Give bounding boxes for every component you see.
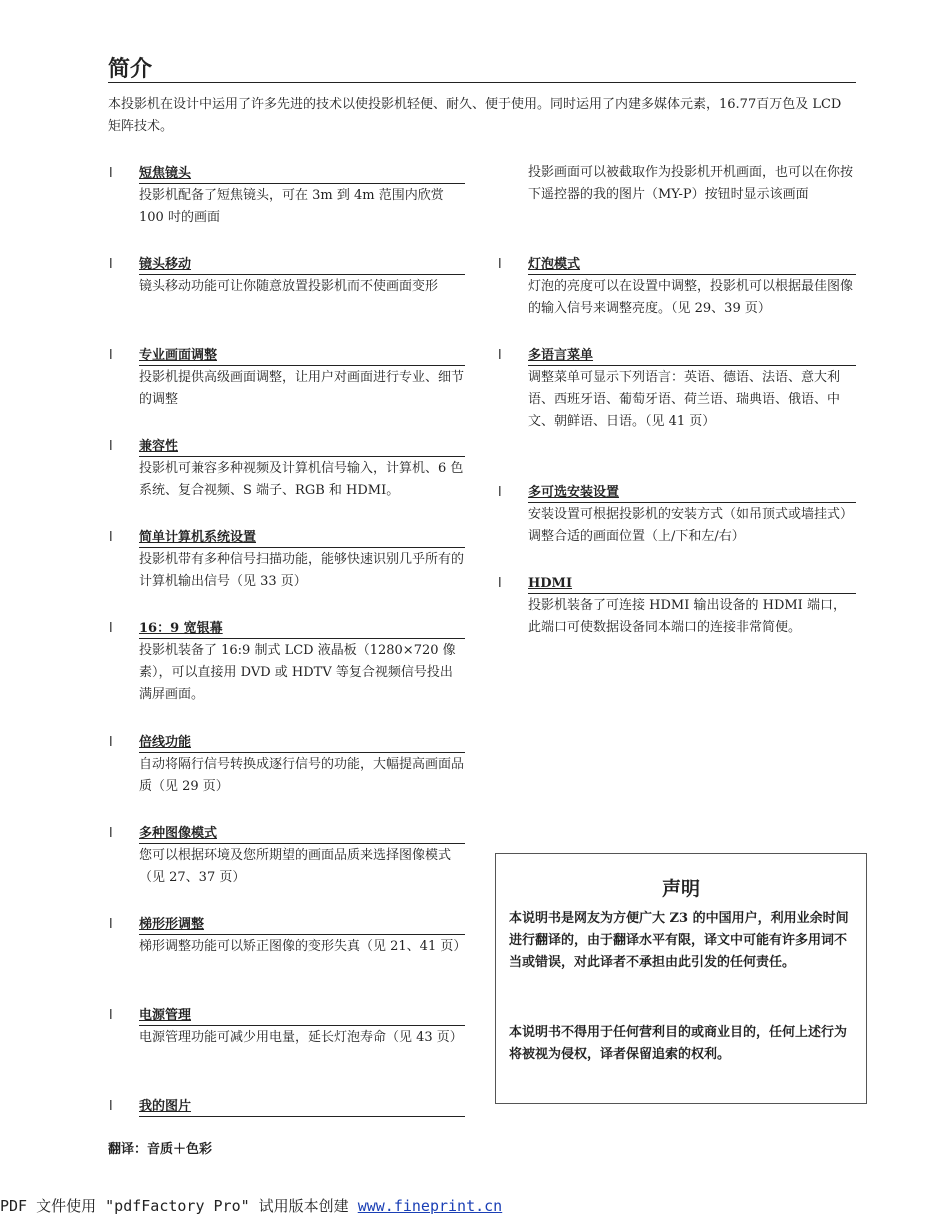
feature-lens-shift — [109, 255, 465, 298]
bullet-icon: l — [109, 1099, 113, 1114]
pdf-footer — [0, 1195, 502, 1216]
feature-body: 投影机装备了可连接 HDMI 输出设备的 HDMI 端口，此端口可使数据设备同本端口的连接非常简便。 — [528, 598, 846, 635]
feature-title: 16：9 宽银幕 — [139, 619, 465, 639]
feature-title: 梯形形调整 — [139, 915, 465, 935]
my-picture-continued: 投影画面可以被截取作为投影机开机画面，也可以在你按下遥控器的我的图片（MY-P）按钮时显示该画面 — [528, 165, 854, 202]
footer-text: PDF 文件使用 "pdfFactory Pro" 试用版本创建 — [0, 1197, 358, 1215]
bullet-icon: l — [109, 166, 113, 181]
feature-short-throw-lens — [109, 164, 465, 229]
feature-body: 镜头移动功能可让你随意放置投影机而不使画面变形 — [139, 279, 439, 294]
feature-body: 投影机装备了 16:9 制式 LCD 液晶板（1280×720 像素），可以直接用 DVD 或 HDTV 等复合视频信号投出满屏画面。 — [139, 643, 456, 702]
feature-hdmi — [498, 574, 856, 639]
feature-title: 灯泡模式 — [528, 255, 856, 275]
bullet-icon: l — [498, 485, 502, 500]
feature-title: 短焦镜头 — [139, 164, 465, 184]
bullet-icon: l — [109, 1008, 113, 1023]
feature-body: 投影机带有多种信号扫描功能，能够快速识别几乎所有的计算机输出信号（见 33 页） — [139, 552, 465, 589]
bullet-icon: l — [109, 621, 113, 636]
feature-body: 安装设置可根据投影机的安装方式（如吊顶式或墙挂式）调整合适的画面位置（上/下和左/右） — [528, 507, 854, 544]
bullet-icon: l — [109, 735, 113, 750]
feature-body: 调整菜单可显示下列语言：英语、德语、法语、意大利语、西班牙语、葡萄牙语、荷兰语、瑞典语、俄语、中文、朝鲜语、日语。（见 41 页） — [528, 370, 841, 429]
feature-compatibility — [109, 437, 465, 502]
feature-line-doubler — [109, 733, 465, 798]
feature-body: 电源管理功能可减少用电量，延长灯泡寿命（见 43 页） — [139, 1030, 463, 1045]
feature-widescreen — [109, 619, 465, 706]
bullet-icon: l — [109, 348, 113, 363]
bullet-icon: l — [109, 257, 113, 272]
feature-title: 多语言菜单 — [528, 346, 856, 366]
feature-body: 您可以根据环境及您所期望的画面品质来选择图像模式（见 27、37 页） — [139, 848, 452, 885]
bullet-icon: l — [109, 439, 113, 454]
feature-title: 电源管理 — [139, 1006, 465, 1026]
feature-body: 梯形调整功能可以矫正图像的变形失真（见 21、41 页） — [139, 939, 467, 954]
feature-picture-modes — [109, 824, 465, 889]
feature-title: 倍线功能 — [139, 733, 465, 753]
feature-keystone — [109, 915, 467, 958]
feature-title: 多可选安装设置 — [528, 483, 856, 503]
feature-title: 我的图片 — [139, 1097, 465, 1117]
footer-link[interactable]: www.fineprint.cn — [357, 1197, 503, 1215]
bullet-icon: l — [498, 257, 502, 272]
feature-title: 镜头移动 — [139, 255, 465, 275]
translator-credit: 翻译：音质＋色彩 — [108, 1142, 213, 1157]
feature-title: 专业画面调整 — [139, 346, 465, 366]
feature-body: 投影机提供高级画面调整，让用户对画面进行专业、细节的调整 — [139, 370, 465, 407]
feature-body: 自动将隔行信号转换成逐行信号的功能，大幅提高画面品质（见 29 页） — [139, 757, 465, 794]
bullet-icon: l — [498, 576, 502, 591]
feature-title: HDMI — [528, 574, 856, 594]
feature-title: 简单计算机系统设置 — [139, 528, 465, 548]
feature-power-management — [109, 1006, 465, 1049]
bullet-icon: l — [109, 530, 113, 545]
bullet-icon: l — [498, 348, 502, 363]
bullet-icon: l — [109, 917, 113, 932]
feature-title: 兼容性 — [139, 437, 465, 457]
notice-box — [495, 853, 867, 1104]
feature-installation — [498, 483, 856, 548]
notice-title: 声明 — [661, 878, 700, 900]
feature-my-picture — [109, 1097, 465, 1117]
feature-title: 多种图像模式 — [139, 824, 465, 844]
feature-body: 投影机配备了短焦镜头，可在 3m 到 4m 范围内欣赏 100 吋的画面 — [139, 188, 444, 225]
page-title: 简介 — [108, 56, 856, 83]
feature-lamp-mode — [498, 255, 856, 320]
bullet-icon: l — [109, 826, 113, 841]
feature-body: 投影机可兼容多种视频及计算机信号输入，计算机、6 色系统、复合视频、S 端子、RGB 和 HDMI。 — [139, 461, 464, 498]
feature-computer-setup — [109, 528, 465, 593]
feature-multilingual-menu — [498, 346, 856, 433]
notice-paragraph-1: 本说明书是网友为方便广大 Z3 的中国用户，利用业余时间进行翻译的，由于翻译水平有限，译文中可能有许多用词不当或错误，对此译者不承担由此引发的任何责任。 — [509, 911, 849, 970]
feature-pro-picture-adjust — [109, 346, 465, 411]
notice-paragraph-2: 本说明书不得用于任何营利目的或商业目的，任何上述行为将被视为侵权，译者保留追索的权利。 — [509, 1025, 848, 1062]
intro-paragraph: 本投影机在设计中运用了许多先进的技术以使投影机轻便、耐久、便于使用。同时运用了内建多媒体元素，16.77百万色及 LCD 矩阵技术。 — [108, 97, 842, 134]
feature-body: 灯泡的亮度可以在设置中调整，投影机可以根据最佳图像的输入信号来调整亮度。（见 29、39 页） — [528, 279, 854, 316]
